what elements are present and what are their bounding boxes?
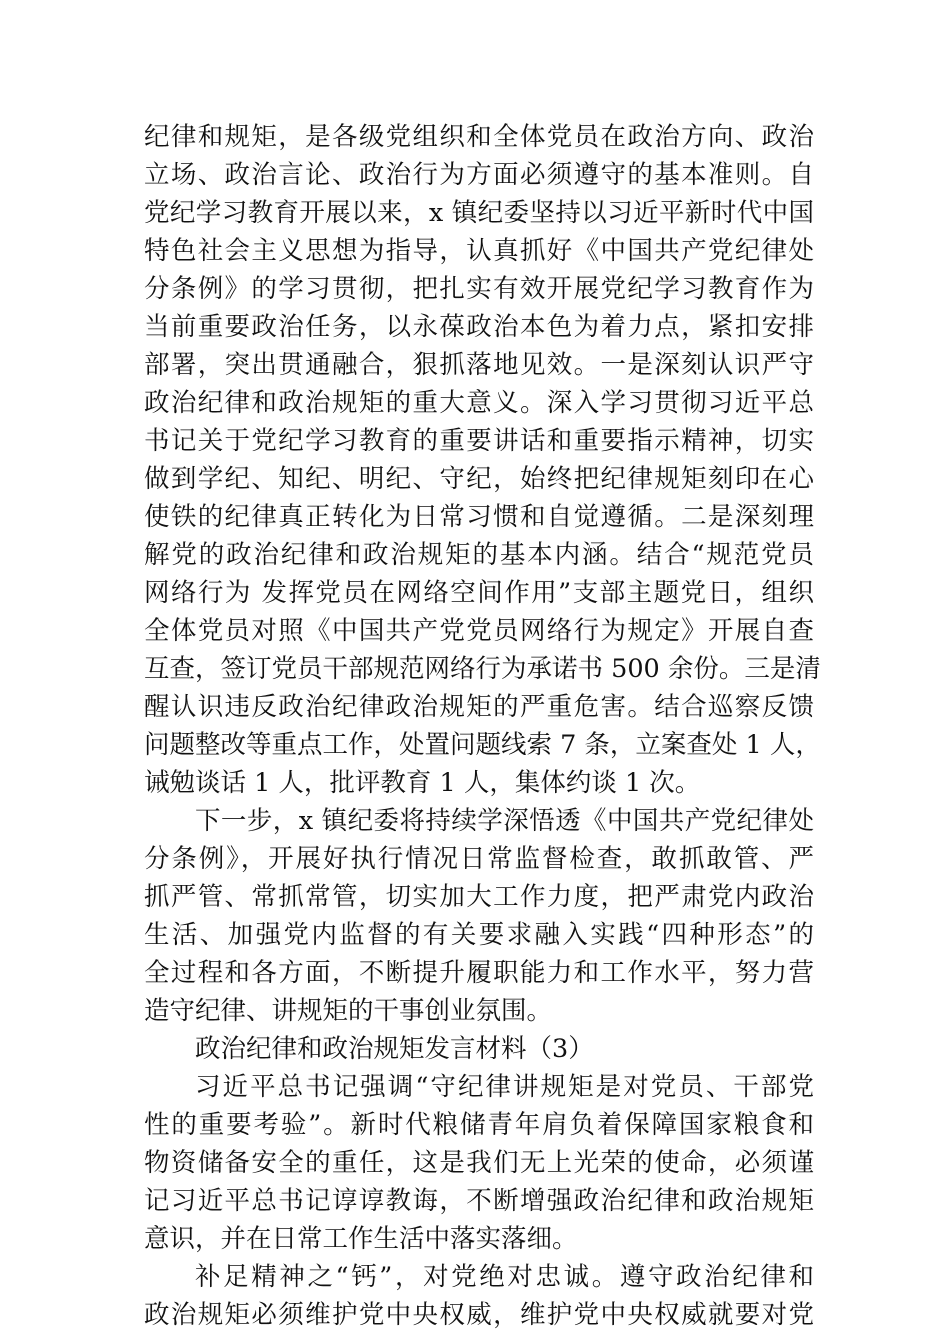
text-line: 生活、加强党内监督的有关要求融入实践“四种形态”的 <box>144 920 814 950</box>
paragraph-first-line: 习近平总书记强调“守纪律讲规矩是对党员、干部党 <box>195 1072 814 1102</box>
text-line: 分条例》，开展好执行情况日常监督检查，敢抓敢管、严 <box>144 844 814 874</box>
text-line: 全过程和各方面，不断提升履职能力和工作水平，努力营 <box>144 958 814 988</box>
text-line: 立场、政治言论、政治行为方面必须遵守的基本准则。自 <box>144 160 814 190</box>
text-line: 醒认识违反政治纪律政治规矩的严重危害。结合巡察反馈 <box>144 692 814 722</box>
text-line: 政治规矩必须维护党中央权威，维护党中央权威就要对党 <box>144 1300 814 1330</box>
paragraph-first-line: 补足精神之“钙”，对党绝对忠诚。遵守政治纪律和 <box>195 1262 814 1292</box>
text-line: 记习近平总书记谆谆教诲，不断增强政治纪律和政治规矩 <box>144 1186 814 1216</box>
text-line: 抓严管、常抓常管，切实加大工作力度，把严肃党内政治 <box>144 882 814 912</box>
text-line: 造守纪律、讲规矩的干事创业氛围。 <box>144 996 553 1026</box>
text-line: 分条例》的学习贯彻，把扎实有效开展党纪学习教育作为 <box>144 274 814 304</box>
text-line: 解党的政治纪律和政治规矩的基本内涵。结合“规范党员 <box>144 540 814 570</box>
text-line: 问题整改等重点工作，处置问题线索 7 条，立案查处 1 人， <box>144 730 821 760</box>
text-line: 网络行为 发挥党员在网络空间作用”支部主题党日，组织 <box>144 578 814 608</box>
paragraph-first-line: 下一步，x 镇纪委将持续学深悟透《中国共产党纪律处 <box>195 806 814 836</box>
section-heading: 政治纪律和政治规矩发言材料（3） <box>195 1034 594 1064</box>
text-line: 诫勉谈话 1 人，批评教育 1 人，集体约谈 1 次。 <box>144 768 701 798</box>
text-line: 物资储备安全的重任，这是我们无上光荣的使命，必须谨 <box>144 1148 814 1178</box>
text-line: 意识，并在日常工作生活中落实落细。 <box>144 1224 578 1254</box>
text-line: 使铁的纪律真正转化为日常习惯和自觉遵循。二是深刻理 <box>144 502 814 532</box>
text-line: 纪律和规矩，是各级党组织和全体党员在政治方向、政治 <box>144 122 814 152</box>
document-body <box>144 118 821 1334</box>
text-line: 做到学纪、知纪、明纪、守纪，始终把纪律规矩刻印在心 <box>144 464 814 494</box>
text-line: 互查，签订党员干部规范网络行为承诺书 500 余份。三是清 <box>144 654 821 684</box>
text-line: 政治纪律和政治规矩的重大意义。深入学习贯彻习近平总 <box>144 388 814 418</box>
text-line: 特色社会主义思想为指导，认真抓好《中国共产党纪律处 <box>144 236 814 266</box>
text-line: 全体党员对照《中国共产党党员网络行为规定》开展自查 <box>144 616 814 646</box>
text-line: 当前重要政治任务，以永葆政治本色为着力点，紧扣安排 <box>144 312 814 342</box>
text-line: 书记关于党纪学习教育的重要讲话和重要指示精神，切实 <box>144 426 814 456</box>
text-line: 部署，突出贯通融合，狠抓落地见效。一是深刻认识严守 <box>144 350 814 380</box>
text-line: 党纪学习教育开展以来，x 镇纪委坚持以习近平新时代中国 <box>144 198 814 228</box>
text-line: 性的重要考验”。新时代粮储青年肩负着保障国家粮食和 <box>144 1110 814 1140</box>
